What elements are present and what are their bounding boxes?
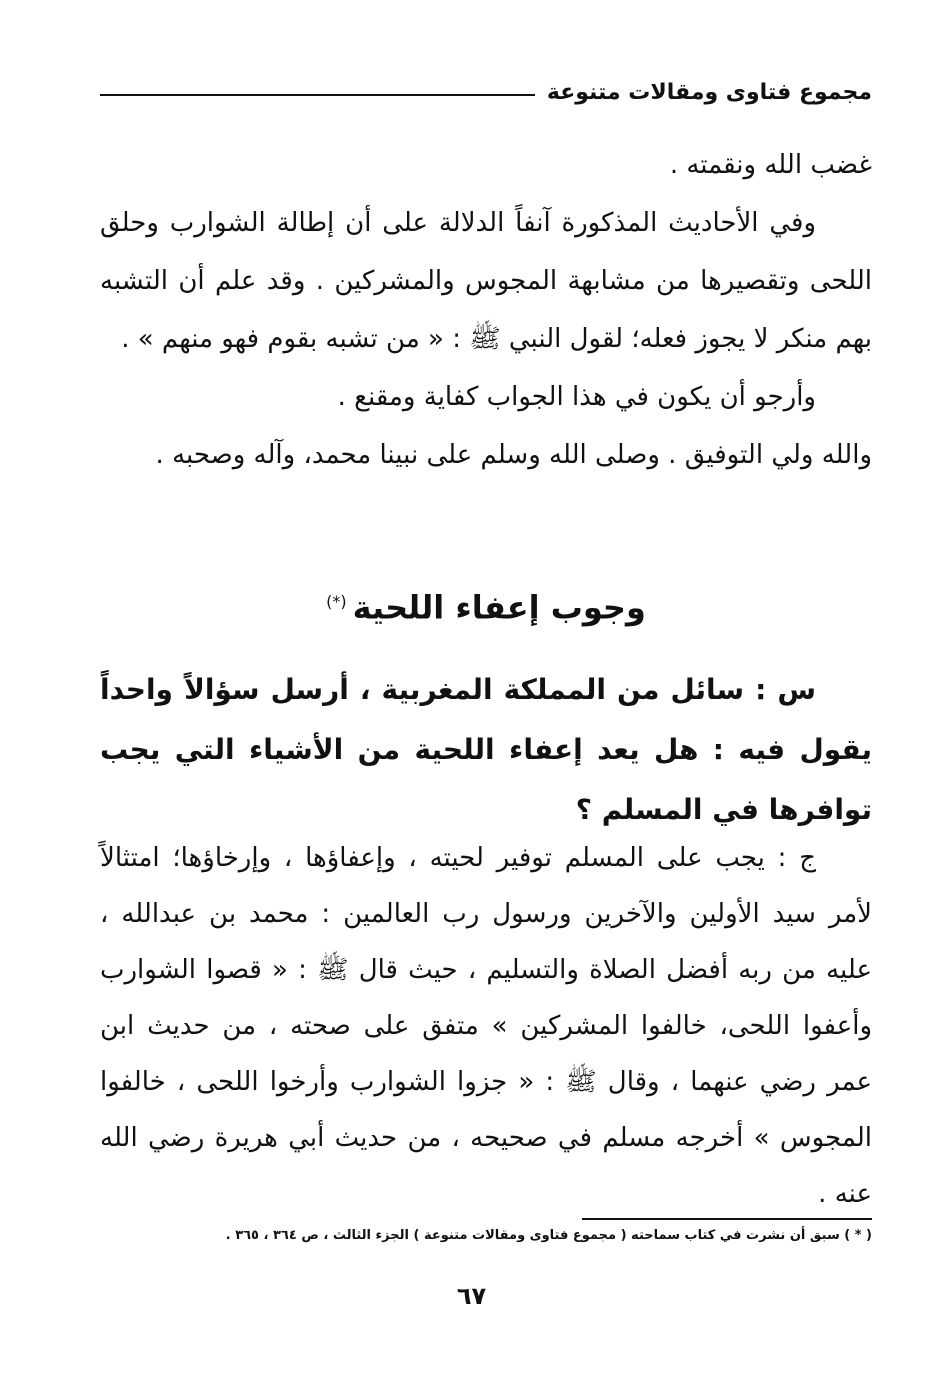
header-title: مجموع فتاوى ومقالات متنوعة: [546, 79, 872, 105]
answer-section: [100, 830, 872, 1222]
intro-paragraph: والله ولي التوفيق . وصلى الله وسلم على نبينا محمد، وآله وصحبه .: [155, 440, 872, 470]
footnote: ( * ) سبق أن نشرت في كتاب سماحته ( مجموع فتاوى ومقالات متنوعة ) الجزء الثالث ، ص ٣٦٤ ، ٣٦٥ .: [225, 1228, 872, 1243]
question-section: [100, 660, 872, 840]
question-text: س : سائل من المملكة المغربية ، أرسل سؤالاً واحداً يقول فيه : هل يعد إعفاء اللحية من الأشياء التي يجب توافرها في المسلم ؟: [100, 673, 872, 826]
section-title-footnote-mark: (*): [326, 592, 347, 611]
footnote-rule: [582, 1218, 872, 1220]
section-title-text: وجوب إعفاء اللحية: [352, 588, 646, 627]
intro-paragraph: غضب الله ونقمته .: [669, 150, 872, 180]
intro-paragraph: وفي الأحاديث المذكورة آنفاً الدلالة على أن إطالة الشوارب وحلق اللحى وتقصيرها من مشابهة المجوس والمشركين . وقد علم أن التشبه بهم منكر لا يجوز فعله؛ لقول النبي ﷺ : « من تشبه بقوم فهو منهم » .: [100, 208, 872, 354]
section-title: [100, 572, 872, 638]
intro-paragraph: وأرجو أن يكون في هذا الجواب كفاية ومقنع .: [337, 382, 816, 412]
header-rule: [100, 94, 535, 96]
running-header: [100, 72, 872, 112]
page-number: ٦٧: [456, 1282, 487, 1310]
answer-text: ج : يجب على المسلم توفير لحيته ، وإعفاؤها ، وإرخاؤها؛ امتثالاً لأمر سيد الأولين والآخرين ورسول رب العالمين : محمد بن عبدالله ، عليه من ربه أفضل الصلاة والتسليم ، حيث قال ﷺ : « قصوا الشوارب وأعفوا اللحى، خالفوا المشركين » متفق على صحته ، من حديث ابن عمر رضي عنهما ، وقال ﷺ : « جزوا الشوارب وأرخوا اللحى ، خالفوا المجوس » أخرجه مسلم في صحيحه ، من حديث أبي هريرة رضي الله عنه .: [100, 843, 872, 1209]
intro-section: [100, 136, 872, 484]
